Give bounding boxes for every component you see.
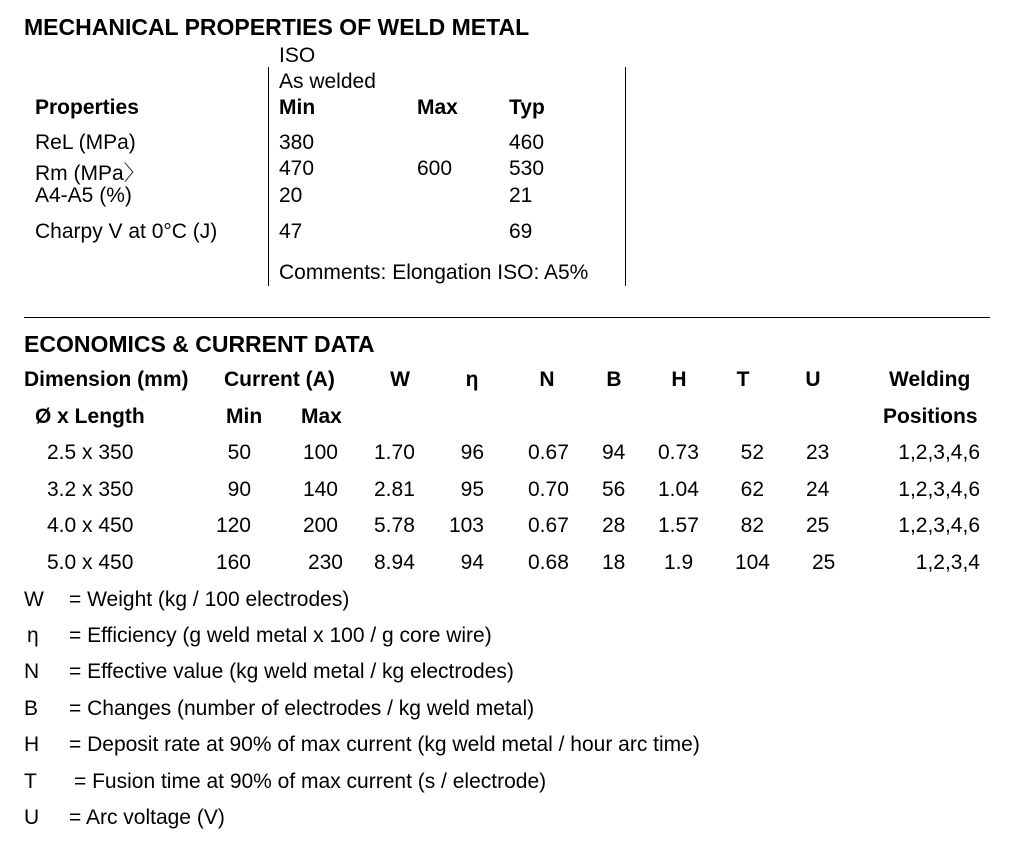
- econ-col-eta: η: [465, 368, 479, 391]
- legend-text: = Changes (number of electrodes / kg weld metal): [69, 697, 535, 720]
- econ-max: 140: [302, 478, 338, 501]
- legend-symbol: η: [27, 624, 39, 647]
- mech-typ: 21: [509, 184, 533, 207]
- legend-text: = Deposit rate at 90% of max current (kg weld metal / hour arc time): [69, 733, 700, 756]
- legend-text: = Fusion time at 90% of max current (s / electrode): [74, 770, 547, 793]
- econ-min: 120: [215, 514, 251, 537]
- econ-min: 90: [227, 478, 251, 501]
- econ-col-length: Ø x Length: [35, 405, 145, 428]
- econ-dim: 3.2 x 350: [47, 478, 134, 501]
- mech-right-divider: [625, 67, 626, 286]
- legend-text: = Arc voltage (V): [69, 806, 225, 829]
- econ-col-current-min: Min: [226, 405, 263, 428]
- mech-col-properties: Properties: [35, 96, 139, 119]
- econ-col-n: N: [539, 368, 555, 391]
- econ-b: 94: [602, 441, 626, 464]
- legend-symbol: H: [24, 733, 40, 756]
- econ-min: 50: [227, 441, 251, 464]
- econ-eta: 96: [460, 441, 484, 464]
- econ-title: ECONOMICS & CURRENT DATA: [24, 331, 375, 357]
- mech-col-max: Max: [417, 96, 458, 119]
- econ-h: 1.57: [658, 514, 699, 537]
- econ-eta: 94: [460, 551, 484, 574]
- econ-w: 8.94: [374, 551, 415, 574]
- mech-min: 380: [279, 131, 315, 154]
- econ-w: 1.70: [374, 441, 415, 464]
- econ-col-h: H: [671, 368, 687, 391]
- econ-positions: 1,2,3,4: [915, 551, 980, 574]
- econ-u: 25: [806, 514, 830, 537]
- econ-t: 104: [734, 551, 770, 574]
- mech-prop: ReL (MPa): [35, 131, 136, 154]
- mech-min: 47: [279, 220, 303, 243]
- legend-text: = Efficiency (g weld metal x 100 / g core wire): [69, 624, 492, 647]
- econ-t: 82: [740, 514, 764, 537]
- section-divider: [24, 317, 990, 318]
- legend-symbol: U: [24, 806, 40, 829]
- econ-h: 1.04: [658, 478, 699, 501]
- econ-col-dimension: Dimension (mm): [24, 368, 189, 391]
- econ-eta: 103: [448, 514, 484, 537]
- econ-col-welding: Welding: [889, 368, 971, 391]
- econ-positions: 1,2,3,4,6: [898, 514, 980, 537]
- mech-max: 600: [417, 157, 453, 180]
- econ-eta: 95: [460, 478, 484, 501]
- mech-left-divider: [268, 67, 269, 286]
- mech-col-typ: Typ: [509, 96, 545, 119]
- econ-col-positions: Positions: [883, 405, 978, 428]
- econ-n: 0.68: [528, 551, 569, 574]
- econ-h: 1.9: [664, 551, 694, 574]
- econ-min: 160: [215, 551, 251, 574]
- mech-typ: 530: [509, 157, 545, 180]
- legend-symbol: W: [24, 588, 44, 611]
- econ-col-current: Current (A): [224, 368, 335, 391]
- econ-n: 0.67: [528, 441, 569, 464]
- mech-min: 20: [279, 184, 303, 207]
- mech-col-min: Min: [279, 96, 316, 119]
- econ-col-t: T: [736, 368, 750, 391]
- econ-dim: 2.5 x 350: [47, 441, 134, 464]
- econ-n: 0.70: [528, 478, 569, 501]
- econ-t: 62: [740, 478, 764, 501]
- mech-comments: Comments: Elongation ISO: A5%: [279, 261, 589, 284]
- mech-condition: As welded: [279, 70, 376, 93]
- econ-b: 56: [602, 478, 626, 501]
- econ-t: 52: [740, 441, 764, 464]
- mech-standard: ISO: [279, 44, 316, 67]
- legend-text: = Weight (kg / 100 electrodes): [69, 588, 350, 611]
- mech-prop: A4-A5 (%): [35, 184, 132, 207]
- econ-max: 200: [302, 514, 338, 537]
- econ-n: 0.67: [528, 514, 569, 537]
- econ-col-w: W: [390, 368, 410, 391]
- econ-col-u: U: [805, 368, 821, 391]
- econ-b: 18: [602, 551, 626, 574]
- econ-u: 25: [812, 551, 836, 574]
- econ-u: 24: [806, 478, 830, 501]
- econ-w: 2.81: [374, 478, 415, 501]
- econ-dim: 5.0 x 450: [47, 551, 134, 574]
- econ-positions: 1,2,3,4,6: [898, 478, 980, 501]
- econ-b: 28: [602, 514, 626, 537]
- econ-max: 230: [307, 551, 343, 574]
- econ-w: 5.78: [374, 514, 415, 537]
- econ-col-current-max: Max: [301, 405, 342, 428]
- econ-max: 100: [302, 441, 338, 464]
- legend-text: = Effective value (kg weld metal / kg electrodes): [69, 660, 514, 683]
- legend-symbol: T: [24, 770, 37, 793]
- mech-title: MECHANICAL PROPERTIES OF WELD METAL: [24, 14, 530, 40]
- mech-min: 470: [279, 157, 315, 180]
- econ-dim: 4.0 x 450: [47, 514, 134, 537]
- mech-typ: 460: [509, 131, 545, 154]
- legend-symbol: B: [24, 697, 39, 720]
- mech-typ: 69: [509, 220, 533, 243]
- econ-col-b: B: [606, 368, 622, 391]
- legend-symbol: N: [24, 660, 40, 683]
- mech-prop: Charpy V at 0°C (J): [35, 220, 218, 243]
- econ-positions: 1,2,3,4,6: [898, 441, 980, 464]
- econ-u: 23: [806, 441, 830, 464]
- econ-h: 0.73: [658, 441, 699, 464]
- mech-prop: Rm (MPa〉: [35, 162, 145, 185]
